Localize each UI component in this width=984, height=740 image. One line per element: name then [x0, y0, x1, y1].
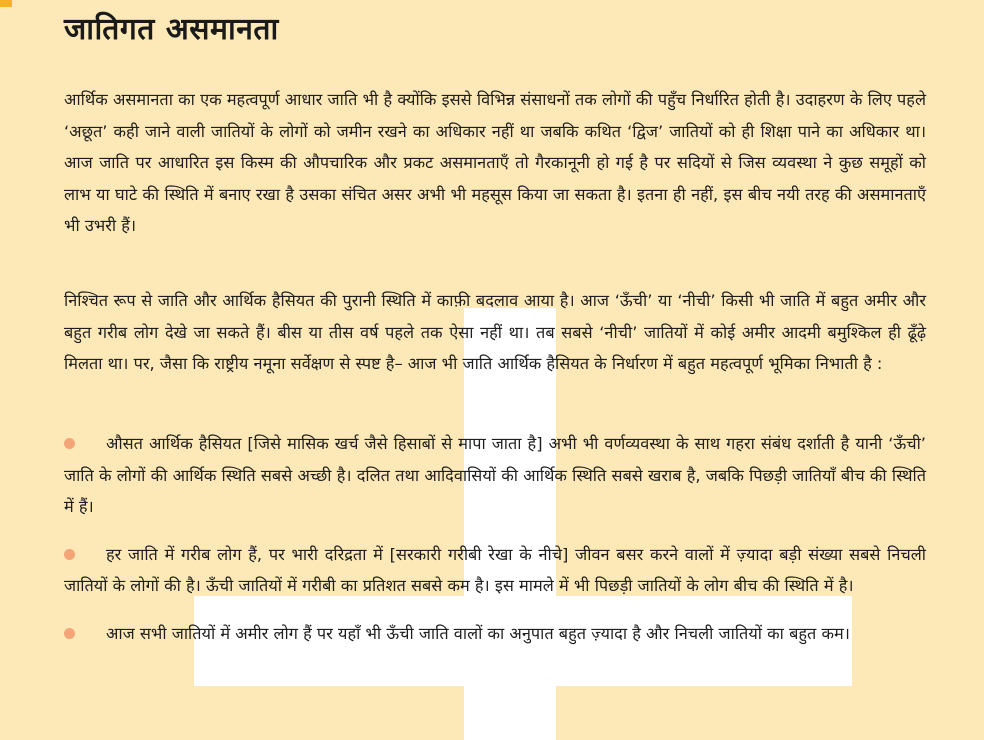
bullet-list [64, 428, 926, 666]
bullet-item [64, 539, 926, 602]
paragraph: आर्थिक असमानता का एक महत्वपूर्ण आधार जाति भी है क्योंकि इससे विभिन्न संसाधनों तक लोगों की पहुँच निर्धारित होती है। उदाहरण के लिए पहले ‘अछूत’ कही जाने वाली जातियों के लोगों को जमीन रखने का अधिकार नहीं था जबकि कथित ‘द्विज’ जातियों को ही शिक्षा पाने का अधिकार था। आज जाति पर आधारित इस किस्म की औपचारिक और प्रकट असमानताएँ तो गैरकानूनी हो गई है पर सदियों से जिस व्यवस्था ने कुछ समूहों को लाभ या घाटे की स्थिति में बनाए रखा है उसका संचित असर अभी भी महसूस किया जा सकता है। इतना ही नहीं, इस बीच नयी तरह की असमानताएँ भी उभरी हैं। [64, 90, 926, 236]
paragraph: निश्चित रूप से जाति और आर्थिक हैसियत की पुरानी स्थिति में काफ़ी बदलाव आया है। आज ‘ऊँची’ या ‘नीची’ किसी भी जाति में बहुत अमीर और बहुत गरीब लोग देखे जा सकते हैं। बीस या तीस वर्ष पहले तक ऐसा नहीं था। तब सबसे ‘नीची’ जातियों में कोई अमीर आदमी बमुश्किल ही ढूँढ़े मिलता था। पर, जैसा कि राष्ट्रीय नमूना सर्वेक्षण से स्पष्ट है– आज भी जाति आर्थिक हैसियत के निर्धारण में बहुत महत्वपूर्ण भूमिका निभाती है : [64, 291, 926, 374]
bullet-dot-icon [64, 628, 75, 639]
bullet-text: हर जाति में गरीब लोग हैं, पर भारी दरिद्रता में [सरकारी गरीबी रेखा के नीचे] जीवन बसर करने वालों में ज़्यादा बड़ी संख्या सबसे निचली जातियों के लोगों की है। ऊँची जातियों में गरीबी का प्रतिशत सबसे कम है। इस मामले में भी पिछड़ी जातियों के लोग बीच की स्थिति में है। [64, 544, 926, 596]
page-heading: जातिगत असमानता [64, 12, 279, 47]
bullet-item [64, 618, 926, 650]
bullet-text: आज सभी जातियों में अमीर लोग हैं पर यहाँ भी ऊँची जाति वालों का अनुपात बहुत ज़्यादा है और निचली जातियों का बहुत कम। [106, 623, 850, 643]
bullet-text: औसत आर्थिक हैसियत [जिसे मासिक खर्च जैसे हिसाबों से मापा जाता है] अभी भी वर्णव्यवस्था के साथ गहरा संबंध दर्शाती है यानी ‘ऊँची’ जाति के लोगों की आर्थिक स्थिति सबसे अच्छी है। दलित तथा आदिवासियों की आर्थिक स्थिति सबसे खराब है, जबकि पिछड़ी जातियाँ बीच की स्थिति में हैं। [64, 434, 926, 517]
bullet-dot-icon [64, 438, 75, 449]
bullet-dot-icon [64, 549, 75, 560]
corner-mark [0, 0, 12, 7]
bullet-item [64, 428, 926, 523]
